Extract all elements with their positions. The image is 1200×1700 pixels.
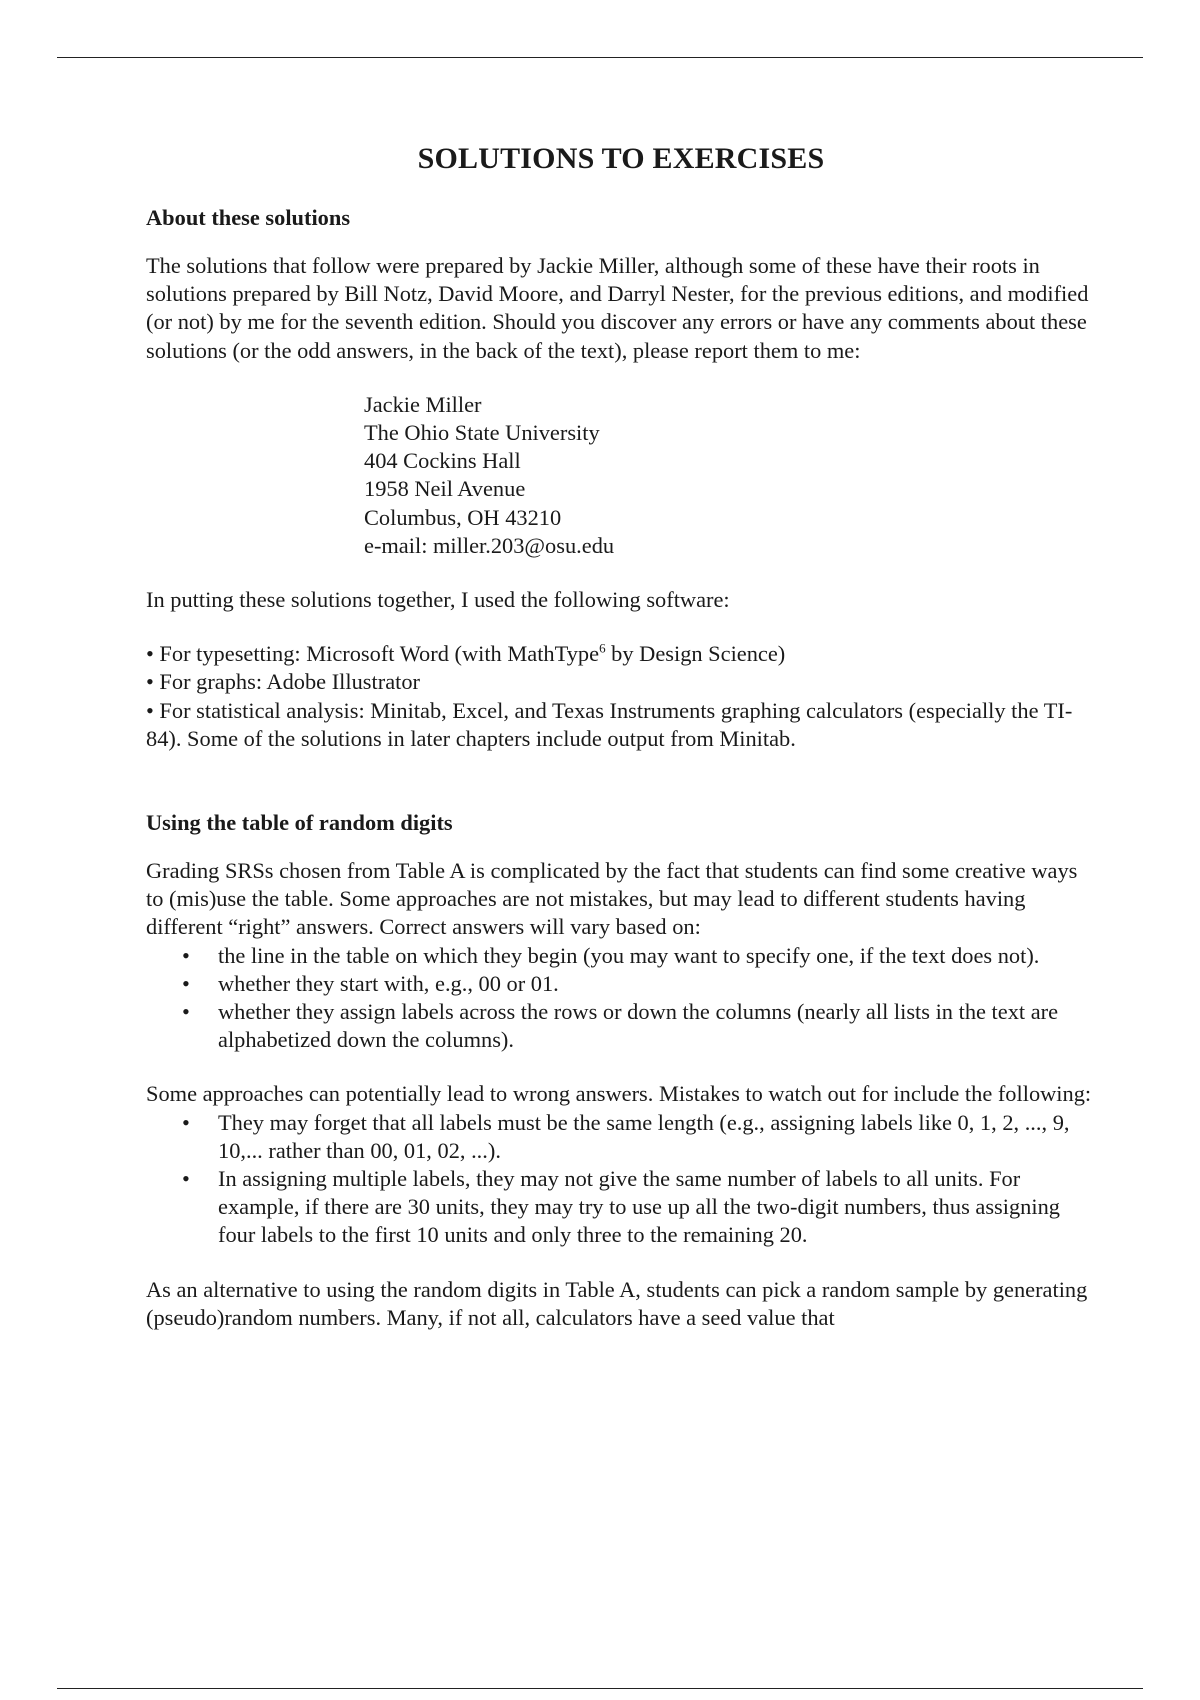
list-item (146, 1109, 1096, 1165)
software-item-graphs: • For graphs: Adobe Illustrator (146, 669, 421, 695)
address-line: Columbus, OH 43210 (364, 504, 562, 530)
list-item (146, 1165, 1096, 1250)
page-body (146, 140, 1096, 1358)
software-item-statistics: • For statistical analysis: Minitab, Excel, and Texas Instruments graphing calculators (especially the TI-84). Some of the solutions in later chapters include output from Minitab. (146, 697, 1073, 751)
address-line: 1958 Neil Avenue (364, 476, 526, 502)
list-item (146, 998, 1096, 1054)
software-item-text: by Design Science) (605, 641, 786, 667)
address-line: The Ohio State University (364, 420, 600, 446)
list-item-text: whether they start with, e.g., 00 or 01. (218, 970, 559, 996)
mistakes-intro: Some approaches can potentially lead to wrong answers. Mistakes to watch out for include the following: (146, 1081, 1092, 1107)
software-intro: In putting these solutions together, I used the following software: (146, 587, 730, 613)
contact-address (364, 391, 1096, 560)
list-item-text: whether they assign labels across the rows or down the columns (nearly all lists in the text are alphabetized down the columns). (218, 999, 1059, 1053)
section-heading-random-digits: Using the table of random digits (146, 810, 453, 836)
variations-list (146, 942, 1096, 1055)
superscript: 6 (599, 640, 606, 656)
bullet-icon: • (182, 1166, 190, 1192)
random-digits-intro: Grading SRSs chosen from Table A is complicated by the fact that students can find some creative ways to (mis)use the table. Some approaches are not mistakes, but may lead to different students having different “right” answers. Correct answers will vary based on: (146, 858, 1078, 940)
top-rule (57, 57, 1143, 58)
section-heading-about: About these solutions (146, 205, 351, 230)
mistakes-list (146, 1109, 1096, 1250)
software-item-text: • For typesetting: Microsoft Word (with MathType (146, 641, 600, 667)
list-item (146, 942, 1096, 970)
list-item-text: the line in the table on which they begin (you may want to specify one, if the text does not). (218, 942, 1040, 968)
bullet-icon: • (182, 999, 190, 1025)
address-email: e-mail: miller.203@osu.edu (364, 532, 615, 558)
alternative-paragraph: As an alternative to using the random digits in Table A, students can pick a random sample by generating (pseudo)random numbers. Many, if not all, calculators have a seed value that (146, 1276, 1088, 1330)
list-item-text: They may forget that all labels must be the same length (e.g., assigning labels like 0, 1, 2, ..., 9, 10,... rather than 00, 01, 02, ...). (218, 1109, 1070, 1163)
bullet-icon: • (182, 1109, 190, 1135)
section-spacer (146, 779, 1096, 809)
page-title: SOLUTIONS TO EXERCISES (417, 142, 825, 175)
address-line: Jackie Miller (364, 391, 482, 417)
list-item (146, 970, 1096, 998)
list-item-text: In assigning multiple labels, they may not give the same number of labels to all units. For example, if there are 30 units, they may try to use up all the two-digit numbers, thus assigning four labels to the first 10 units and only three to the remaining 20. (218, 1166, 1060, 1248)
bottom-rule (57, 1688, 1143, 1689)
bullet-icon: • (182, 970, 190, 996)
software-item-typesetting (146, 640, 1096, 668)
address-line: 404 Cockins Hall (364, 448, 521, 474)
about-paragraph: The solutions that follow were prepared by Jackie Miller, although some of these have their roots in solutions prepared by Bill Notz, David Moore, and Darryl Nester, for the previous editions, and modified (or not) by me for the seventh edition. Should you discover any errors or have any comments about these solutions (or the odd answers, in the back of the text), please report them to me: (146, 253, 1089, 363)
software-list (146, 640, 1096, 753)
bullet-icon: • (182, 942, 190, 968)
